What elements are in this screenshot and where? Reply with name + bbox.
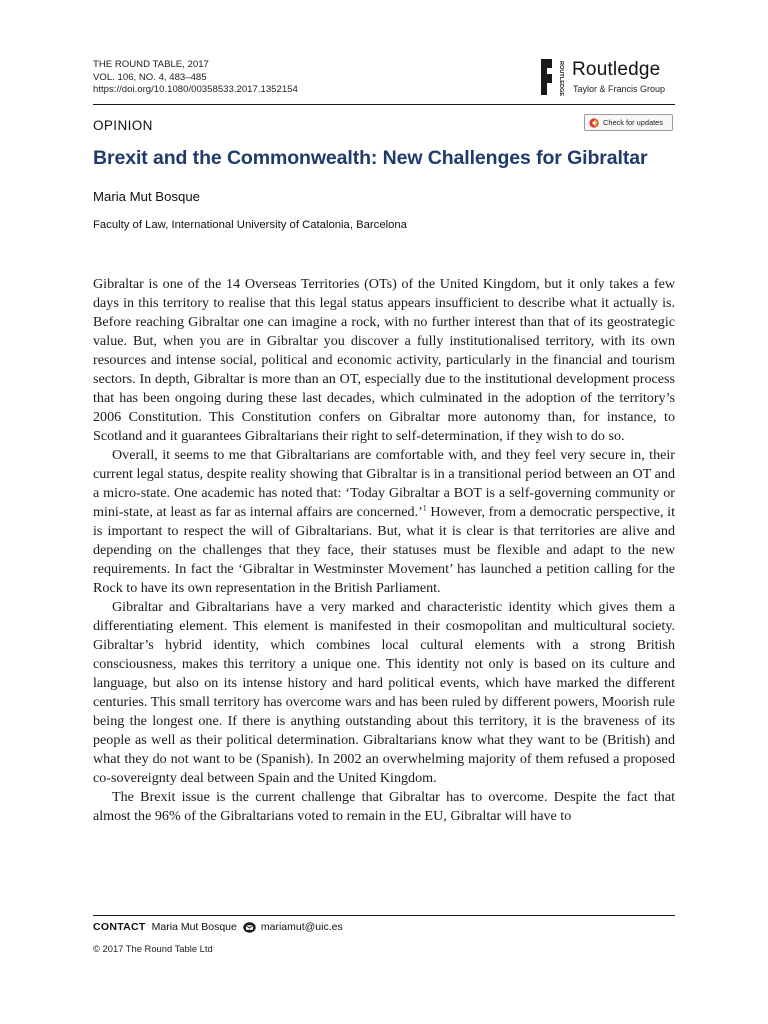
footer-rule bbox=[93, 915, 675, 916]
publisher-name: Routledge bbox=[572, 59, 661, 80]
check-for-updates-button[interactable] bbox=[584, 114, 673, 131]
paragraph: The Brexit issue is the current challenge that Gibraltar has to overcome. Despite the fact that almost the 96% of the Gibraltarians voted to remain in the EU, Gibraltar will have to bbox=[93, 789, 675, 824]
contact-label: CONTACT bbox=[93, 921, 146, 933]
footnote-ref[interactable]: 1 bbox=[422, 503, 427, 513]
crossmark-icon bbox=[589, 118, 599, 128]
article-title: Brexit and the Commonwealth: New Challenges for Gibraltar bbox=[93, 147, 648, 169]
contact-name: Maria Mut Bosque bbox=[151, 921, 237, 933]
email-icon bbox=[243, 922, 256, 933]
journal-line: THE ROUND TABLE, 2017 bbox=[93, 59, 209, 70]
paragraph bbox=[93, 446, 675, 598]
section-label: OPINION bbox=[93, 118, 153, 133]
contact-line bbox=[93, 921, 343, 933]
paragraph-text: However, from a democratic perspective, it is important to respect the will of Gibraltarians. But, what it is clear is that territories are alive and depending on the challenges that they face, their statuses must be flexible and adapt to the new requirements. In fact the ‘Gibraltar in Westminster Movement’ has launched a petition calling for the Rock to have its own representation in the British Parliament. bbox=[93, 504, 675, 596]
article-body bbox=[93, 275, 675, 826]
doi-link[interactable]: https://doi.org/10.1080/00358533.2017.1352154 bbox=[93, 84, 298, 96]
publisher-group: Taylor & Francis Group bbox=[573, 84, 666, 94]
contact-email[interactable]: mariamut@uic.es bbox=[260, 921, 343, 933]
routledge-logo-icon bbox=[538, 57, 568, 97]
paragraph: Gibraltar is one of the 14 Overseas Territories (OTs) of the United Kingdom, but it only takes a few days in this territory to realise that this legal status appears insufficient to describe what it actually is. Before reaching Gibraltar one can imagine a rock, with no further interest than that of its geostrategic value. But, when you are in Gibraltar you discover a fully institutionalised territory, with its own resources and intense social, political and economic activity, particularly in the financial and tourism sectors. In depth, Gibraltar is more than an OT, especially due to the institutional development process that has been ongoing during these last decades, which culminated in the adoption of the territory’s 2006 Constitution. This Constitution confers on Gibraltar more autonomy than, for instance, to Scotland and it guarantees Gibraltarians their right to self-determination, if they wish to do so. bbox=[93, 276, 675, 444]
author-affiliation: Faculty of Law, International University of Catalonia, Barcelona bbox=[93, 219, 407, 231]
author-name: Maria Mut Bosque bbox=[93, 189, 201, 204]
check-for-updates-label: Check for updates bbox=[603, 118, 663, 127]
volume-line: VOL. 106, NO. 4, 483–485 bbox=[93, 71, 207, 83]
paragraph-text: Overall, it seems to me that Gibraltarians are comfortable with, and they feel very secure in, their current legal status, despite reality showing that Gibraltar is in a transitional period between an OT and a micro-state. One academic has noted that: ‘Today Gibraltar a BOT is a self-governing community or mini-state, at least as far as internal affairs are concerned.’ bbox=[93, 447, 675, 520]
svg-text:ROUTLEDGE: ROUTLEDGE bbox=[558, 61, 564, 97]
publisher-logo[interactable] bbox=[538, 55, 688, 101]
paragraph: Gibraltar and Gibraltarians have a very marked and characteristic identity which gives them a differentiating element. This element is manifested in their cosmopolitan and multicultural society. Gibraltar’s hybrid identity, which combines local cultural elements with a strong British consciousness, makes this territory a unique one. This identity not only is based on its culture and language, but also on its intense history and hard political events, which have marked the different centuries. This small territory has overcome wars and has been ruled by different powers, Moorish rule being the longest one. If there is anything outstanding about this territory, it is the braveness of its people as well as their political determination. Gibraltarians know what they want to be (British) and what they do not want to be (Spanish). In 2002 an overwhelming majority of them refused a proposed co-sovereignty deal between Spain and the United Kingdom. bbox=[93, 599, 675, 786]
copyright: © 2017 The Round Table Ltd bbox=[93, 943, 213, 954]
header-rule bbox=[93, 104, 675, 105]
journal-meta bbox=[93, 59, 298, 97]
